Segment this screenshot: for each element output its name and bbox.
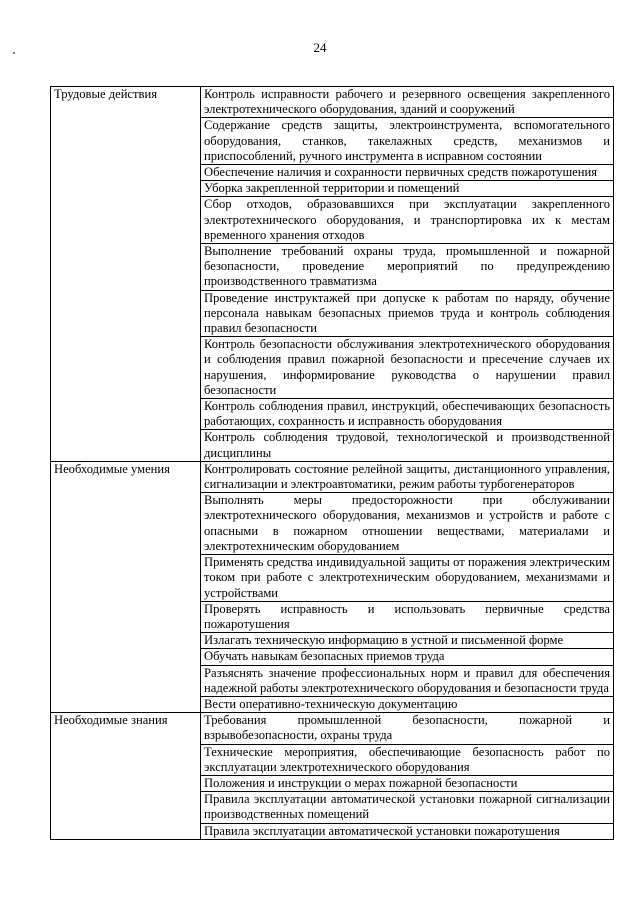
table-cell-item: Содержание средств защиты, электроинструмента, вспомогательного оборудования, станков, такелажных средств, механизмов и приспособлений, ручного инструмента в исправном состоянии bbox=[201, 118, 614, 165]
section-title: Необходимые знания bbox=[51, 713, 201, 840]
table-cell-item: Требования промышленной безопасности, пожарной и взрывобезопасности, охраны труда bbox=[201, 713, 614, 744]
table-cell-item: Контроль исправности рабочего и резервного освещения закрепленного электротехнического оборудования, зданий и сооружений bbox=[201, 87, 614, 118]
table-cell-item: Выполнять меры предосторожности при обслуживании электротехнического оборудования, механизмов и устройств и работе с опасными в пожарном отношении веществами, материалами и электротехническим оборудованием bbox=[201, 493, 614, 555]
table-cell-item: Проведение инструктажей при допуске к работам по наряду, обучение персонала навыкам безопасных приемов труда и контроль соблюдения правил безопасности bbox=[201, 290, 614, 337]
page-number: 24 bbox=[313, 40, 327, 55]
table-cell-item: Контроль безопасности обслуживания электротехнического оборудования и соблюдения правил пожарной безопасности и пресечение случаев их нарушения, информирование руководства о нарушении правил безопасности bbox=[201, 337, 614, 399]
table-row bbox=[51, 87, 614, 118]
table-cell-item: Разъяснять значение профессиональных норм и правил для обеспечения надежной работы электротехнического оборудования и безопасности труда bbox=[201, 665, 614, 696]
table-cell-item: Технические мероприятия, обеспечивающие безопасность работ по эксплуатации электротехнического оборудования bbox=[201, 744, 614, 775]
table-cell-item: Правила эксплуатации автоматической установки пожаротушения bbox=[201, 823, 614, 839]
table-cell-item: Выполнение требований охраны труда, промышленной и пожарной безопасности, проведение мероприятий по предупреждению производственного травматизма bbox=[201, 244, 614, 291]
table-cell-item: Контролировать состояние релейной защиты, дистанционного управления, сигнализации и электроавтоматики, режим работы турбогенераторов bbox=[201, 461, 614, 492]
table-cell-item: Контроль соблюдения трудовой, технологической и производственной дисциплины bbox=[201, 430, 614, 461]
table-cell-item: Правила эксплуатации автоматической установки пожарной сигнализации производственных помещений bbox=[201, 792, 614, 823]
section-title: Необходимые умения bbox=[51, 461, 201, 712]
table-row bbox=[51, 461, 614, 492]
table-cell-item: Контроль соблюдения правил, инструкций, обеспечивающих безопасность работающих, сохранность и исправность оборудования bbox=[201, 399, 614, 430]
section-title: Трудовые действия bbox=[51, 87, 201, 462]
competency-table bbox=[50, 86, 614, 840]
table-cell-item: Уборка закрепленной территории и помещений bbox=[201, 181, 614, 197]
table-cell-item: Проверять исправность и использовать первичные средства пожаротушения bbox=[201, 601, 614, 632]
table-cell-item: Вести оперативно-техническую документацию bbox=[201, 696, 614, 712]
table-row bbox=[51, 713, 614, 744]
table-cell-item: Применять средства индивидуальной защиты от поражения электрическим током при работе с электротехническим оборудованием, механизмами и устройствами bbox=[201, 555, 614, 602]
table-cell-item: Обучать навыкам безопасных приемов труда bbox=[201, 649, 614, 665]
table-cell-item: Положения и инструкции о мерах пожарной безопасности bbox=[201, 775, 614, 791]
table-cell-item: Сбор отходов, образовавшихся при эксплуатации закрепленного электротехнического оборудования, и транспортировка их к местам временного хранения отходов bbox=[201, 197, 614, 244]
table-cell-item: Обеспечение наличия и сохранности первичных средств пожаротушения bbox=[201, 165, 614, 181]
table-cell-item: Излагать техническую информацию в устной и письменной форме bbox=[201, 633, 614, 649]
competency-table-body bbox=[51, 87, 614, 840]
